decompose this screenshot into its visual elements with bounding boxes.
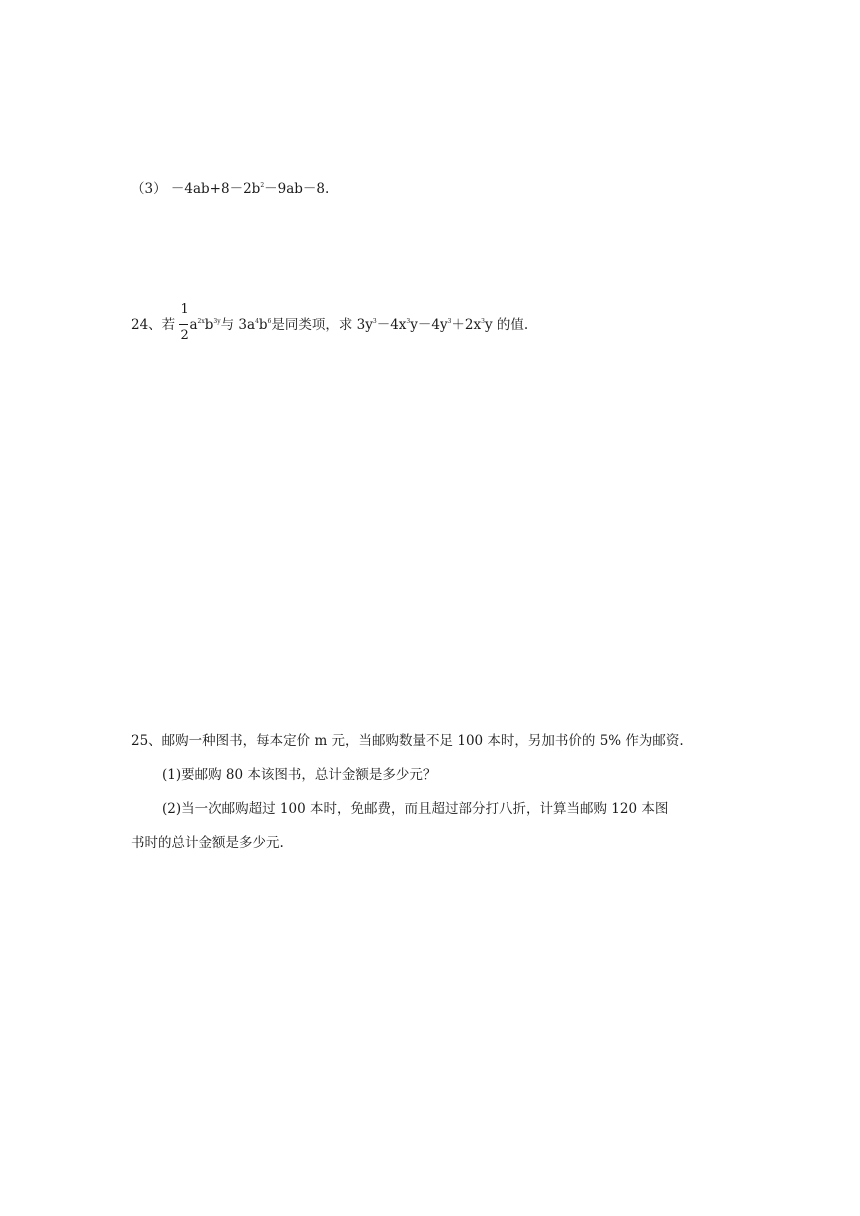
q24-exp: 3 — [406, 318, 411, 325]
q24-exp: 3 — [372, 318, 377, 325]
q23-part3-expr: －4ab+8－2b — [170, 181, 261, 197]
q25-stem: 25、邮购一种图书，每本定价 m 元，当邮购数量不足 100 本时，另加书价的 5% 作为邮资. — [131, 733, 684, 749]
q24-term: b — [258, 317, 268, 333]
fraction-denominator: 2 — [180, 327, 189, 343]
q24-exp: 6 — [267, 318, 272, 325]
fraction-bar — [179, 324, 188, 325]
fraction-one-half — [179, 301, 189, 343]
q23-part3-label: （3） — [131, 181, 167, 197]
q24-number: 24、若 — [131, 317, 176, 333]
q24-term: 与 3a — [220, 317, 256, 333]
q24-exp: 4 — [255, 318, 259, 325]
q24-term: －4x — [376, 317, 407, 333]
q25-part2-line1: (2)当一次邮购超过 100 本时，免邮费，而且超过部分打八折，计算当邮购 120 本图 — [162, 801, 669, 817]
fraction-numerator: 1 — [180, 301, 189, 317]
q25-part1: (1)要邮购 80 本该图书，总计金额是多少元？ — [162, 767, 437, 783]
q24-term: b — [204, 317, 214, 333]
q24-exp: 3y — [213, 318, 221, 325]
q24-exp: 3 — [447, 318, 452, 325]
q23-part3-exp: 2 — [260, 182, 265, 189]
q24-term: a — [189, 317, 198, 333]
q23-part3-tail: －9ab－8. — [264, 181, 330, 197]
q24-term: 是同类项，求 3y — [271, 317, 373, 333]
q24-term: y 的值. — [484, 317, 529, 333]
q24-exp: 3 — [481, 318, 485, 325]
q24-term: ＋2x — [451, 317, 482, 333]
q24-term: y－4y — [410, 317, 448, 333]
q23-part3 — [131, 183, 329, 197]
q24-exp: 2x — [197, 318, 205, 325]
q25-part2-line2: 书时的总计金额是多少元. — [131, 835, 284, 851]
q24-question — [131, 301, 529, 343]
